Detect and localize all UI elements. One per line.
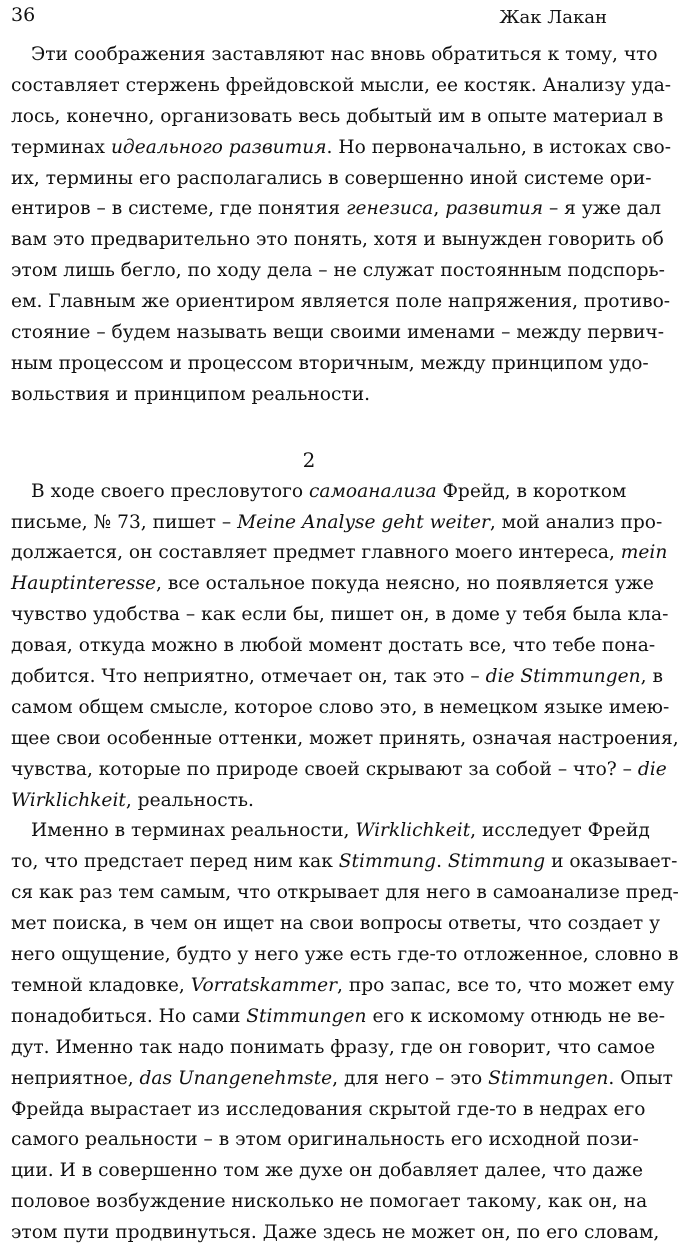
text-run: ентиров – в системе, где понятия — [11, 198, 347, 220]
text-run: чувство удобства – как если бы, пишет он, в доме у тебя была кла- — [11, 604, 669, 626]
text-line — [11, 1002, 666, 1033]
text-line — [11, 1033, 656, 1064]
running-head-author: Жак Лакан — [499, 7, 607, 28]
text-line — [11, 318, 664, 349]
text-run: . Но первоначально, в истоках сво- — [326, 136, 671, 158]
text-run: , про запас, все то, что может ему — [337, 974, 675, 996]
text-line — [11, 693, 670, 724]
text-line — [11, 349, 649, 380]
text-run: мет поиска, в чем он ищет на свои вопросы ответы, что создает у — [11, 913, 661, 935]
text-run: , исследует Фрейд — [470, 820, 650, 842]
text-run: ции. И в совершенно том же духе он добавляет далее, что даже — [11, 1160, 644, 1182]
text-run: его к искомому отнюдь не ве- — [366, 1005, 666, 1027]
text-run: письме, № 73, пишет – — [11, 511, 238, 533]
text-run: этом пути продвинуться. Даже здесь не может он, по его словам, — [11, 1222, 660, 1244]
italic-term: Stimmungen — [246, 1005, 367, 1027]
text-run: то, что предстает перед ним как — [11, 851, 339, 873]
text-run: чувства, которые по природе своей скрывают за собой – что? – — [11, 758, 638, 780]
text-run: неприятное, — [11, 1067, 140, 1089]
italic-term: Wirklichkeit — [355, 820, 471, 842]
text-line — [11, 256, 665, 287]
text-run: Фрейда вырастает из исследования скрытой где-то в недрах его — [11, 1098, 646, 1120]
paragraph — [11, 477, 679, 817]
text-line — [11, 1095, 646, 1126]
text-run: терминах — [11, 136, 111, 158]
text-run: добится. Что неприятно, отмечает он, так это – — [11, 666, 486, 688]
text-line — [11, 194, 662, 225]
italic-term: Meine Analyse geht weiter — [237, 511, 490, 533]
italic-term: Stimmung — [447, 851, 546, 873]
text-line — [11, 569, 654, 600]
italic-term: die — [637, 758, 667, 780]
text-run: и оказывает- — [545, 851, 678, 873]
text-run: этом лишь бегло, по ходу дела – не служат постоянным подспорь- — [11, 260, 665, 282]
text-line — [11, 287, 671, 318]
text-line — [11, 600, 669, 631]
text-run: Фрейд, в коротком — [436, 480, 627, 502]
text-run: Эти соображения заставляют нас вновь обратиться к тому, что — [31, 44, 658, 65]
italic-term: mein — [620, 542, 668, 564]
italic-term: самоанализа — [309, 480, 437, 502]
text-run: , мой анализ про- — [489, 511, 663, 533]
text-run: самого реальности – в этом оригинальность его исходной пози- — [11, 1129, 639, 1151]
text-line — [11, 878, 679, 909]
text-line — [11, 508, 663, 539]
text-run: составляет стержень фрейдовской мысли, ее костяк. Анализу уда- — [11, 74, 672, 96]
text-line — [11, 1156, 644, 1187]
text-line — [11, 631, 656, 662]
italic-term: das Unangenehmste — [139, 1067, 333, 1089]
text-line — [11, 538, 668, 569]
text-line — [11, 1125, 639, 1156]
text-line — [11, 786, 607, 817]
text-run: . — [436, 851, 448, 873]
text-run: В ходе своего пресловутого — [31, 480, 309, 502]
text-run: , реальность. — [125, 789, 254, 811]
text-run: довая, откуда можно в любой момент достать все, что тебе пона- — [11, 635, 656, 657]
text-line — [11, 847, 678, 878]
text-run: , в — [640, 666, 663, 688]
paragraph — [11, 816, 679, 1248]
text-run: – я уже дал — [543, 198, 662, 220]
text-line — [11, 380, 607, 411]
text-run: него ощущение, будто у него уже есть где-то отложенное, словно в — [11, 944, 679, 966]
text-line — [11, 40, 658, 71]
text-run: , для него – это — [332, 1067, 489, 1089]
text-run: , все остальное покуда неясно, но появляется уже — [156, 573, 654, 595]
text-run: ем. Главным же ориентиром является поле напряжения, противо- — [11, 291, 671, 313]
italic-term: идеального развития — [110, 136, 327, 158]
italic-term: Hauptinteresse — [11, 573, 157, 595]
section-number: 2 — [302, 447, 316, 472]
text-run: вам это предварительно это понять, хотя и вынужден говорить об — [11, 229, 664, 251]
text-line — [11, 1218, 660, 1249]
text-run: понадобиться. Но сами — [11, 1005, 247, 1027]
page-body — [11, 40, 679, 1249]
text-run: лось, конечно, организовать весь добытый им в опыте материал в — [11, 105, 664, 127]
text-line — [11, 971, 675, 1002]
text-run: дут. Именно так надо понимать фразу, где он говорит, что самое — [11, 1036, 656, 1058]
text-run: должается, он составляет предмет главного моего интереса, — [11, 542, 621, 564]
italic-term: Wirklichkeit — [11, 789, 126, 811]
italic-term: генезиса — [346, 198, 434, 220]
text-run: ным процессом и процессом вторичным, между принципом удо- — [11, 352, 649, 374]
italic-term: Vorratskammer — [190, 974, 338, 996]
text-line — [11, 225, 664, 256]
text-run: щее свои особенные оттенки, может принять, означая настроения, — [11, 727, 679, 749]
text-run: стояние – будем называть вещи своими именами – между первич- — [11, 322, 664, 344]
text-line — [11, 909, 661, 940]
text-line — [11, 164, 652, 195]
text-line — [11, 71, 672, 102]
text-run: темной кладовке, — [11, 974, 191, 996]
text-line — [11, 133, 671, 164]
page-header — [11, 4, 607, 30]
text-run: , — [433, 198, 446, 220]
italic-term: Stimmungen — [488, 1067, 609, 1089]
italic-term: развития — [445, 198, 544, 220]
text-line — [11, 1064, 673, 1095]
text-run: вольствия и принципом реальности. — [11, 383, 371, 405]
text-line — [11, 755, 667, 786]
text-run: Именно в терминах реальности, — [31, 820, 356, 842]
italic-term: Stimmung — [338, 851, 437, 873]
text-run: их, термины его располагались в совершенно иной системе ори- — [11, 167, 652, 189]
text-line — [11, 724, 679, 755]
text-run: ся как раз тем самым, что открывает для него в самоанализе пред- — [11, 882, 679, 904]
text-line — [11, 816, 650, 847]
text-line — [11, 1187, 648, 1218]
italic-term: die Stimmungen — [485, 666, 641, 688]
text-run: половое возбуждение нисколько не помогает такому, как он, на — [11, 1191, 648, 1213]
text-line — [11, 662, 663, 693]
page-number: 36 — [11, 4, 36, 26]
text-line — [11, 477, 627, 508]
text-run: самом общем смысле, которое слово это, в немецком языке имею- — [11, 696, 670, 718]
text-run: . Опыт — [608, 1067, 673, 1089]
paragraph — [11, 40, 672, 411]
text-line — [11, 102, 664, 133]
text-line — [11, 940, 679, 971]
